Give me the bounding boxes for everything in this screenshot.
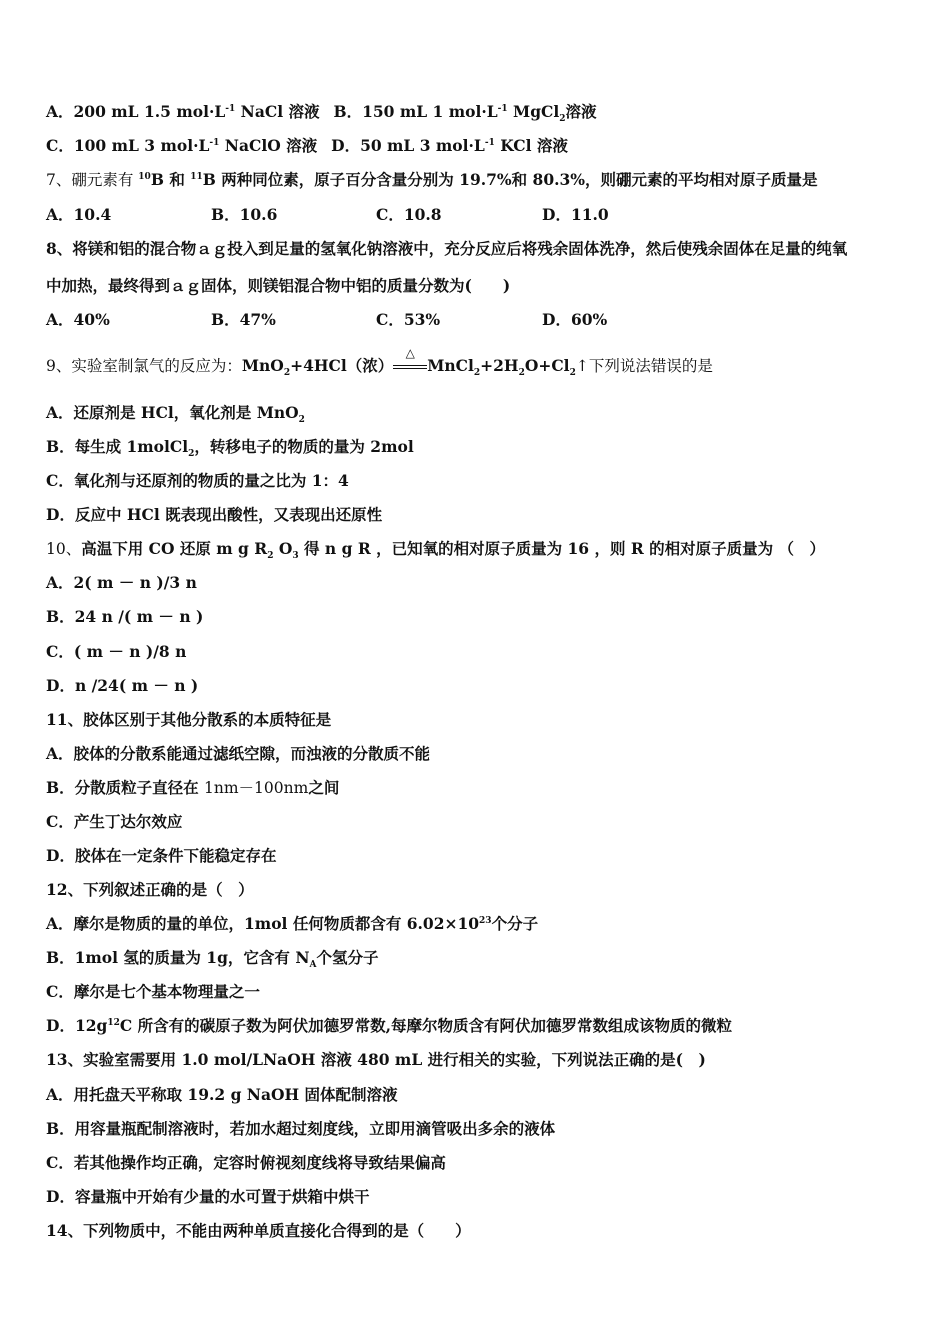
heat-arrow-icon: △	[393, 361, 427, 373]
q10-option-d: D．n /24( m － n )	[46, 676, 199, 695]
q11-option-c: C．产生丁达尔效应	[46, 812, 183, 831]
q10-option-c: C．( m － n )/8 n	[46, 642, 187, 661]
q6-option-b: B．150 mL 1 $mol\cdot L^{-1}$ MgCl$_2$溶液	[333, 102, 597, 125]
q12-option-a: A．摩尔是物质的量的单位，1mol 任何物质都含有 $6.02\times 10^{23}$个分子	[46, 914, 539, 933]
q6-option-a: A．200 mL 1.5 $mol\cdot L^{-1}$ NaCl 溶液	[46, 102, 320, 121]
q7-stem: 7、硼元素有 $^{10}$B 和 $^{11}$B 两种同位素，原子百分含量分别为 19.7%和 80.3%，则硼元素的平均相对原子质量是	[46, 170, 818, 189]
q9-stem: 9、实验室制氯气的反应为：MnO$_2$+4HCl（浓） △ $MnCl_2+2H_2O+Cl_2↑$下列说法错误的是	[46, 346, 713, 379]
q10-stem: 10、高温下用 CO 还原 m g $R_2$ $O_3$ 得 n g R ，已知氧的相对原子质量为 16 ，则 R 的相对原子质量为 （ ）	[46, 539, 826, 562]
q6-options-ab	[46, 102, 920, 125]
q7-options	[46, 205, 920, 225]
q9-option-d: D．反应中 HCl 既表现出酸性，又表现出还原性	[46, 505, 383, 524]
q7-option-d: D．11.0	[542, 205, 609, 224]
q8-option-b: B．47%	[211, 310, 276, 329]
q8-options	[46, 310, 920, 330]
q10-option-b: B．24 n /( m － n )	[46, 607, 204, 626]
q10-option-a: A．2( m － n )/3 n	[46, 573, 197, 592]
q7-option-b: B．10.6	[211, 205, 278, 224]
q11-option-a: A．胶体的分散系能通过滤纸空隙，而浊液的分散质不能	[46, 744, 431, 763]
q13-stem: 13、实验室需要用 1.0 mol/LNaOH 溶液 480 mL 进行相关的实验，下列说法正确的是( )	[46, 1050, 706, 1069]
q11-option-d: D．胶体在一定条件下能稳定存在	[46, 846, 277, 865]
q6-option-c: C．100 mL 3 $mol\cdot L^{-1}$ NaClO 溶液	[46, 136, 318, 155]
q12-option-d: D．$12g^{12}C$ 所含有的碳原子数为阿伏加德罗常数,每摩尔物质含有阿伏加德罗常数组成该物质的微粒	[46, 1016, 733, 1035]
q6-options-cd	[46, 136, 920, 156]
q8-option-a: A．40%	[46, 310, 110, 329]
q9-option-a: A．还原剂是 HCl，氧化剂是 MnO$_2$	[46, 403, 305, 426]
q13-option-d: D．容量瓶中开始有少量的水可置于烘箱中烘干	[46, 1187, 370, 1206]
q11-option-b: B．分散质粒子直径在 1nm－100nm之间	[46, 778, 340, 797]
q6-option-d: D．50 mL 3 $mol\cdot L^{-1}$ KCl 溶液	[331, 136, 568, 155]
q12-option-b: B．1mol 氢的质量为 1g，它含有 $N_A$个氢分子	[46, 948, 379, 971]
q8-stem-line2: 中加热，最终得到ａｇ固体，则镁铝混合物中铝的质量分数为( )	[46, 276, 511, 295]
q8-option-c: C．53%	[376, 310, 441, 329]
q13-option-c: C．若其他操作均正确，定容时俯视刻度线将导致结果偏高	[46, 1153, 446, 1172]
q7-option-c: C．10.8	[376, 205, 442, 224]
q12-option-c: C．摩尔是七个基本物理量之一	[46, 982, 260, 1001]
q9-option-c: C．氧化剂与还原剂的物质的量之比为 1：4	[46, 471, 349, 490]
q13-option-b: B．用容量瓶配制溶液时，若加水超过刻度线，立即用滴管吸出多余的液体	[46, 1119, 556, 1138]
q11-stem: 11、胶体区别于其他分散系的本质特征是	[46, 710, 332, 729]
q9-option-b: B．每生成 1molCl$_2$，转移电子的物质的量为 2mol	[46, 437, 414, 460]
q13-option-a: A．用托盘天平称取 19.2 g NaOH 固体配制溶液	[46, 1085, 398, 1104]
q7-option-a: A．10.4	[46, 205, 112, 224]
q12-stem: 12、下列叙述正确的是（ ）	[46, 880, 254, 899]
q14-stem: 14、下列物质中，不能由两种单质直接化合得到的是（ ）	[46, 1221, 471, 1240]
q8-stem-line1: 8、将镁和铝的混合物ａｇ投入到足量的氢氧化钠溶液中，充分反应后将残余固体洗净，然后使残余固体在足量的纯氧	[46, 239, 848, 258]
q8-option-d: D．60%	[542, 310, 608, 329]
